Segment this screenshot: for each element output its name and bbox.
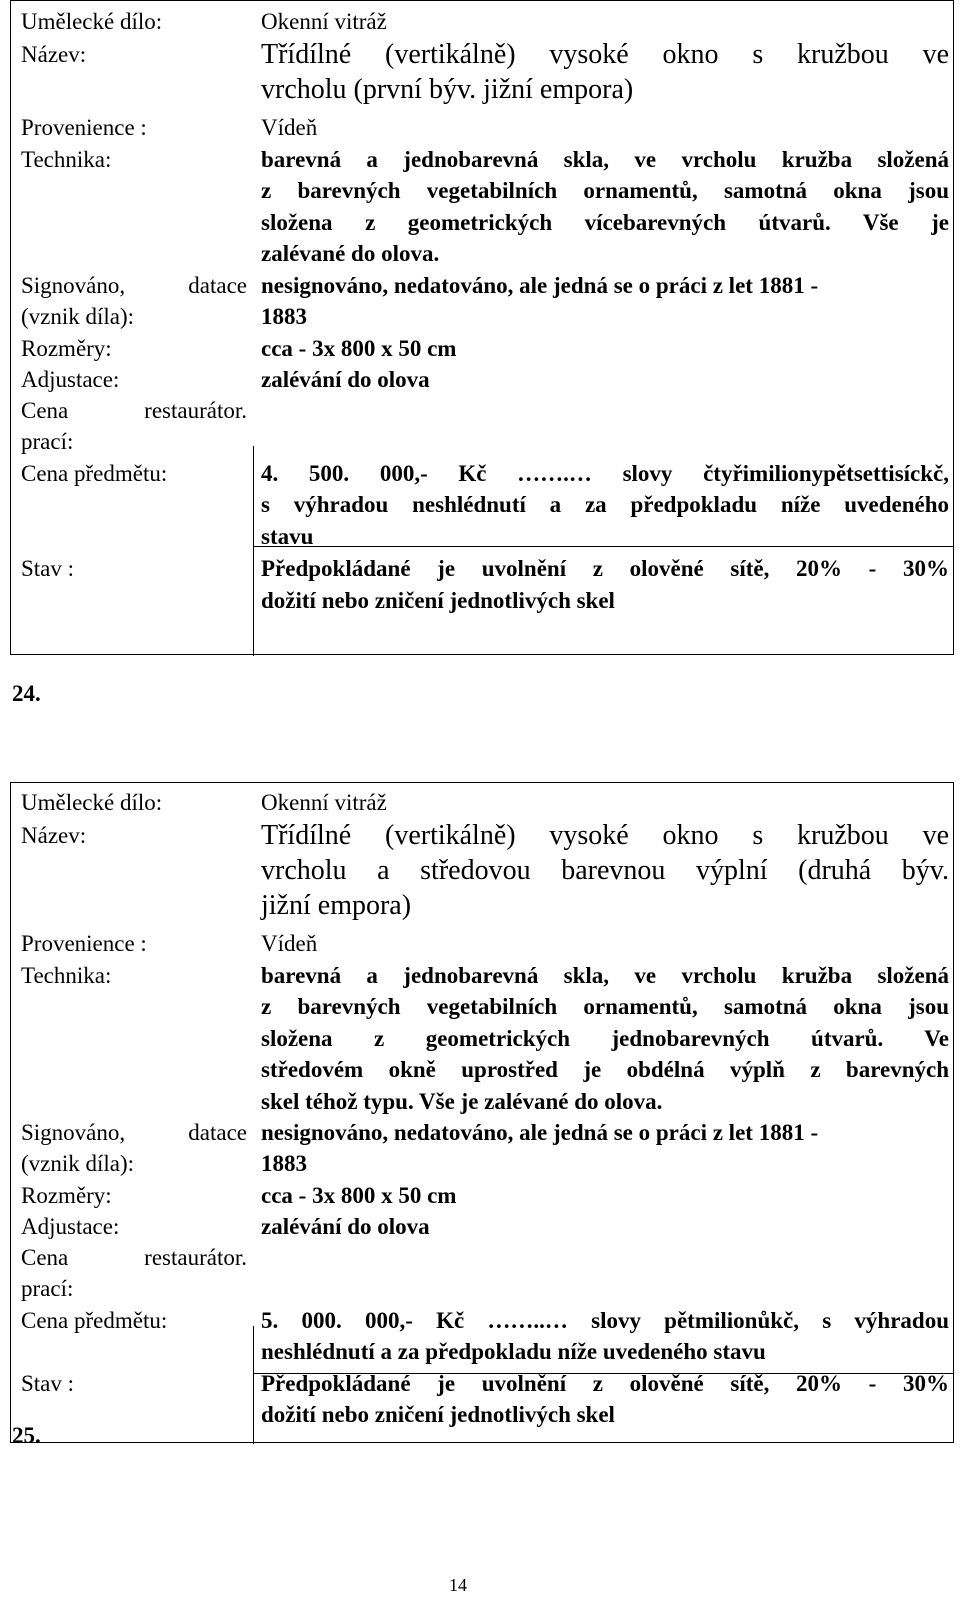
label-dilo: Umělecké dílo: xyxy=(21,9,163,34)
artwork-record-2 xyxy=(10,782,954,1443)
value-technika-line5: skel téhož typu. Vše je zalévané do olova. xyxy=(261,1089,663,1114)
column-divider xyxy=(253,446,254,656)
label-vznik: (vznik díla): xyxy=(21,304,135,329)
value-nazev-line3: jižní empora) xyxy=(261,890,412,921)
label-cena-predmetu: Cena předmětu: xyxy=(21,1308,168,1333)
label-provenience: Provenience : xyxy=(21,115,147,140)
value-technika-line2: z barevných vegetabilních ornamentů, samotná okna jsou xyxy=(261,994,949,1019)
value-technika-line4: středovém okně uprostřed je obdélná výplň z barevných xyxy=(261,1057,949,1082)
value-dilo: Okenní vitráž xyxy=(261,790,387,815)
value-rozmery: cca - 3x 800 x 50 cm xyxy=(261,1183,457,1208)
label-signovano-word2: datace xyxy=(188,273,247,298)
value-technika-line1: barevná a jednobarevná skla, ve vrcholu kružba složená xyxy=(261,147,949,172)
label-signovano xyxy=(21,1121,247,1144)
value-cena-line3: stavu xyxy=(261,524,314,549)
label-signovano-word1: Signováno, xyxy=(21,1120,126,1145)
label-provenience: Provenience : xyxy=(21,931,147,956)
value-provenience: Vídeň xyxy=(261,115,318,140)
label-technika: Technika: xyxy=(21,963,112,988)
value-nazev-line1: Třídílné (vertikálně) vysoké okno s kružbou ve xyxy=(261,820,949,851)
value-technika-line2: z barevných vegetabilních ornamentů, samotná okna jsou xyxy=(261,178,949,203)
label-signovano-word1: Signováno, xyxy=(21,273,126,298)
value-signovano-line2: 1883 xyxy=(261,304,307,329)
value-signovano-line2: 1883 xyxy=(261,1151,307,1176)
value-technika-line1: barevná a jednobarevná skla, ve vrcholu kružba složená xyxy=(261,963,949,988)
value-nazev-line2: vrcholu a středovou barevnou výplní (druhá býv. xyxy=(261,855,949,886)
label-cena-restaurator xyxy=(21,399,247,422)
label-rozmery: Rozměry: xyxy=(21,1183,112,1208)
label-praci: prací: xyxy=(21,429,74,454)
value-cena-line2: s výhradou neshlédnutí a za předpokladu níže uvedeného xyxy=(261,492,949,517)
value-dilo: Okenní vitráž xyxy=(261,9,387,34)
value-stav-line2: dožití nebo zničení jednotlivých skel xyxy=(261,1402,615,1427)
value-cena-line1: 5. 000. 000,- Kč ……..… slovy pětmilionůkč, s výhradou xyxy=(261,1308,949,1333)
value-signovano-line1: nesignováno, nedatováno, ale jedná se o práci z let 1881 - xyxy=(261,273,819,298)
label-cena-restaurator xyxy=(21,1246,247,1269)
value-signovano-line1: nesignováno, nedatováno, ale jedná se o práci z let 1881 - xyxy=(261,1120,819,1145)
value-cena-line2: neshlédnutí a za předpokladu níže uvedeného stavu xyxy=(261,1339,766,1364)
label-signovano-word2: datace xyxy=(188,1120,247,1145)
value-stav-line2: dožití nebo zničení jednotlivých skel xyxy=(261,588,615,613)
label-praci: prací: xyxy=(21,1276,74,1301)
label-rozmery: Rozměry: xyxy=(21,336,112,361)
page-number: 14 xyxy=(449,1575,467,1595)
value-technika-line4: zalévané do olova. xyxy=(261,241,440,266)
label-signovano xyxy=(21,274,247,297)
label-stav: Stav : xyxy=(21,1371,75,1396)
value-adjustace: zalévání do olova xyxy=(261,1214,430,1239)
value-stav-line1: Předpokládané je uvolnění z olověné sítě, 20% - 30% xyxy=(261,556,949,581)
label-adjustace: Adjustace: xyxy=(21,367,120,392)
label-cena-word: Cena xyxy=(21,1245,69,1270)
label-stav: Stav : xyxy=(21,556,75,581)
value-cena-line1: 4. 500. 000,- Kč …….… slovy čtyřimilionypětsettisíckč, xyxy=(261,461,949,486)
label-adjustace: Adjustace: xyxy=(21,1214,120,1239)
column-divider xyxy=(253,1326,254,1444)
value-technika-line3: složena z geometrických jednobarevných útvarů. Ve xyxy=(261,1026,949,1051)
value-rozmery: cca - 3x 800 x 50 cm xyxy=(261,336,457,361)
label-cena-word: Cena xyxy=(21,398,69,423)
label-nazev: Název: xyxy=(21,823,87,848)
artwork-record-1 xyxy=(10,0,954,655)
value-provenience: Vídeň xyxy=(261,931,318,956)
value-adjustace: zalévání do olova xyxy=(261,367,430,392)
value-nazev-line2: vrcholu (první býv. jižní empora) xyxy=(261,74,634,105)
label-technika: Technika: xyxy=(21,147,112,172)
value-nazev-line1: Třídílné (vertikálně) vysoké okno s kružbou ve xyxy=(261,39,949,70)
label-dilo: Umělecké dílo: xyxy=(21,790,163,815)
label-nazev: Název: xyxy=(21,42,87,67)
label-vznik: (vznik díla): xyxy=(21,1151,135,1176)
value-stav-line1: Předpokládané je uvolnění z olověné sítě, 20% - 30% xyxy=(261,1371,949,1396)
label-restaurator-word: restaurátor. xyxy=(144,1245,247,1270)
item-number-25: 25. xyxy=(12,1423,41,1448)
label-cena-predmetu: Cena předmětu: xyxy=(21,461,168,486)
item-number-24: 24. xyxy=(12,681,41,706)
value-technika-line3: složena z geometrických vícebarevných útvarů. Vše je xyxy=(261,210,949,235)
label-restaurator-word: restaurátor. xyxy=(144,398,247,423)
